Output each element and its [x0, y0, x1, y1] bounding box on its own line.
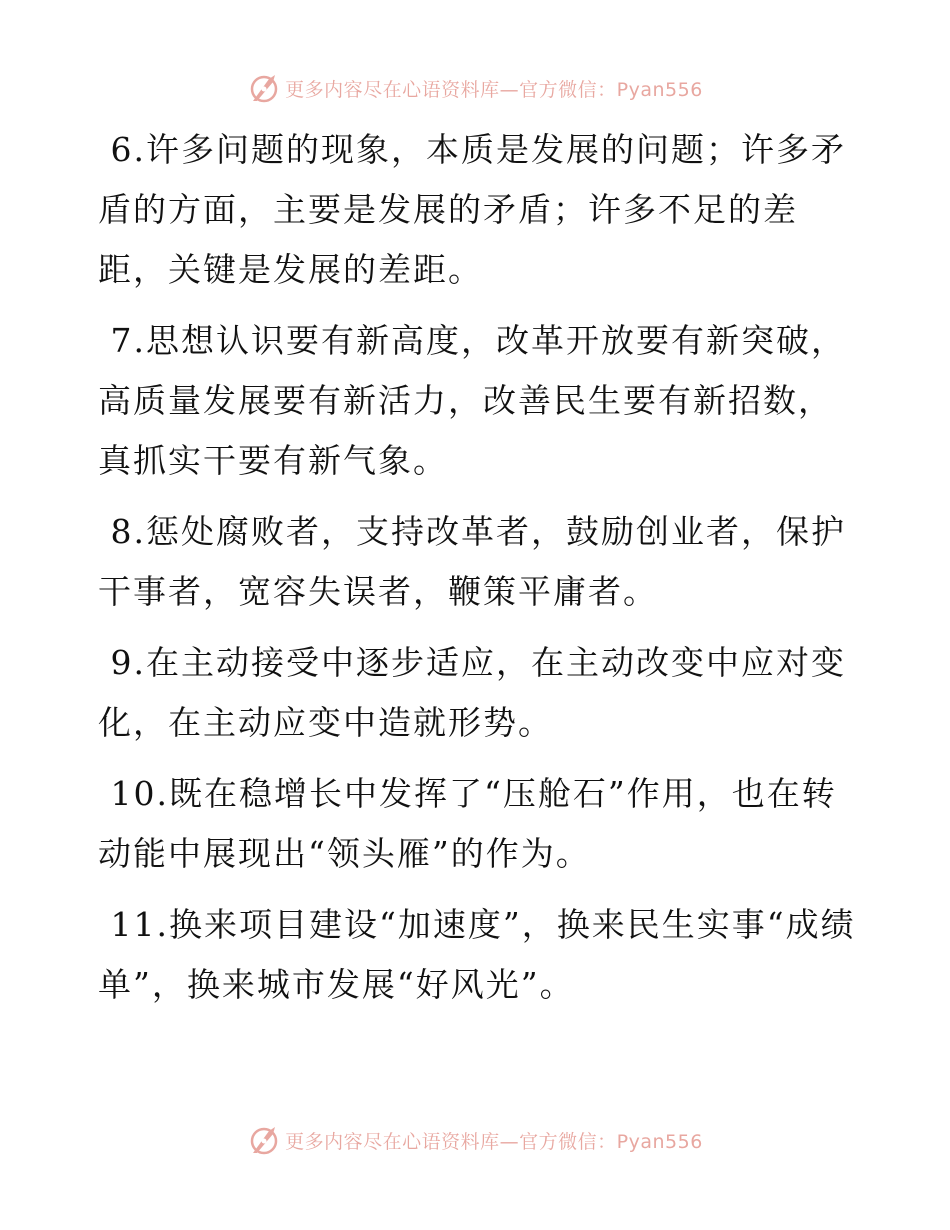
- paragraph-number: 11.: [110, 905, 169, 944]
- paragraph-text: 在主动接受中逐步适应，在主动改变中应对变化，在主动应变中造就形势。: [98, 643, 846, 742]
- paragraph-number: 10.: [110, 774, 169, 813]
- paragraph-8: [98, 502, 858, 622]
- paragraph-number: 9.: [110, 643, 146, 682]
- document-body: [98, 120, 858, 1026]
- pen-nib-logo-icon: [247, 1123, 281, 1157]
- paragraph-text: 许多问题的现象，本质是发展的问题；许多矛盾的方面，主要是发展的矛盾；许多不足的差距，关键是发展的差距。: [98, 130, 846, 289]
- paragraph-number: 7.: [110, 321, 146, 360]
- watermark-text: 更多内容尽在心语资料库—官方微信：Pyan556: [285, 1130, 703, 1153]
- paragraph-10: [98, 764, 858, 884]
- header-watermark: [0, 68, 950, 108]
- paragraph-text: 既在稳增长中发挥了“压舱石”作用，也在转动能中展现出“领头雁”的作为。: [98, 774, 837, 873]
- paragraph-7: [98, 311, 858, 491]
- paragraph-number: 6.: [110, 130, 146, 169]
- paragraph-6: [98, 120, 858, 300]
- paragraph-text: 惩处腐败者，支持改革者，鼓励创业者，保护干事者，宽容失误者，鞭策平庸者。: [98, 512, 846, 611]
- paragraph-text: 换来项目建设“加速度”，换来民生实事“成绩单”，换来城市发展“好风光”。: [98, 905, 856, 1004]
- paragraph-9: [98, 633, 858, 753]
- pen-nib-logo-icon: [247, 71, 281, 105]
- paragraph-text: 思想认识要有新高度，改革开放要有新突破，高质量发展要有新活力，改善民生要有新招数，真抓实干要有新气象。: [98, 321, 846, 480]
- paragraph-number: 8.: [110, 512, 146, 551]
- paragraph-11: [98, 895, 858, 1015]
- watermark-text: 更多内容尽在心语资料库—官方微信：Pyan556: [285, 78, 703, 101]
- footer-watermark: [0, 1120, 950, 1160]
